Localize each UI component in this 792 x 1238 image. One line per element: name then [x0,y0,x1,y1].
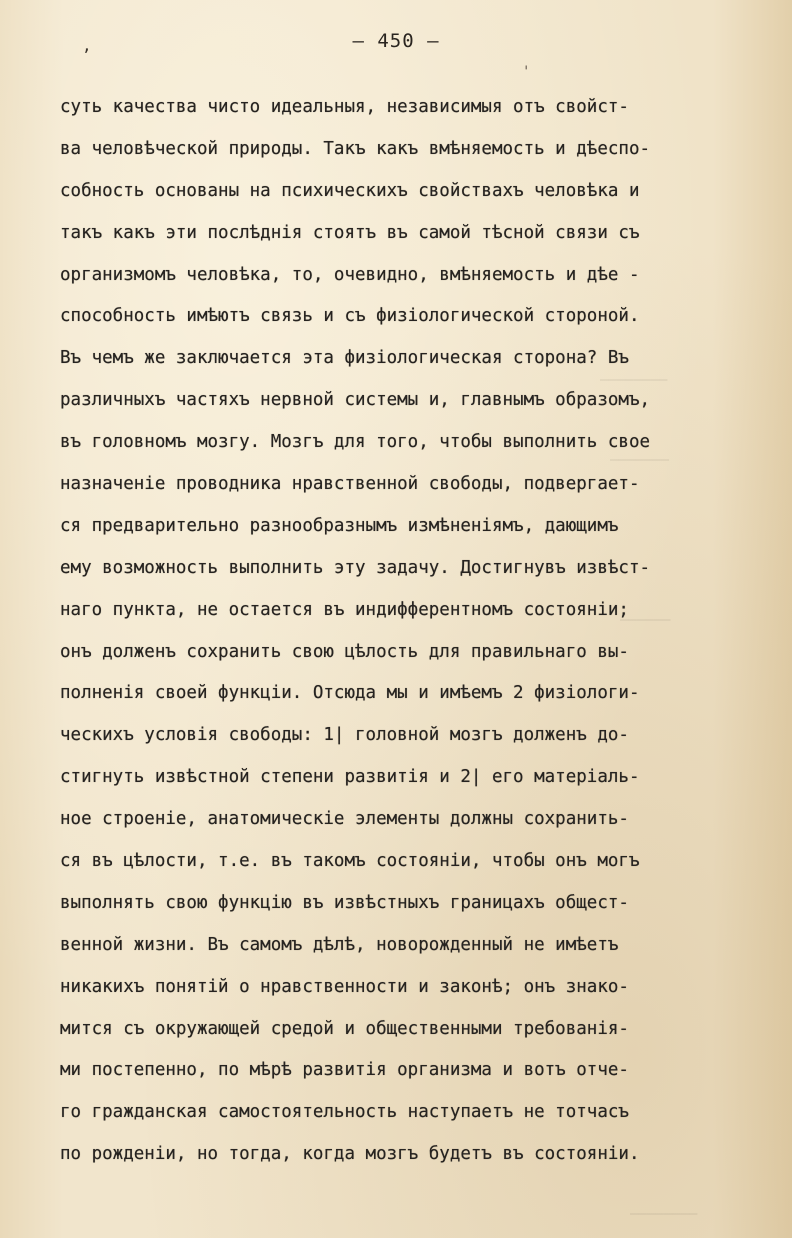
body-text [60,92,772,1181]
text-line: ческихъ условiя свободы: 1| головной мозгъ долженъ до- [60,725,629,746]
bleed-through-texture: ———————— [630,1206,698,1222]
text-line: венной жизни. Въ самомъ дѣлѣ, новорожденный не имѣетъ [60,934,619,955]
text-line: онъ долженъ сохранить свою цѣлость для правильнаго вы- [60,641,629,662]
text-line: выполнять свою функцiю въ извѣстныхъ границахъ общест- [60,892,629,913]
text-line: суть качества чисто идеальныя, независимыя отъ свойст- [60,97,629,117]
text-line: такъ какъ эти послѣднія стоятъ въ самой тѣсной связи съ [60,222,640,243]
stray-ink-mark: , [82,36,92,55]
text-line: стигнуть извѣстной степени развитiя и 2| его матерiаль- [60,767,640,788]
text-line: ся въ цѣлости, т.е. въ такомъ состоянiи, чтобы онъ могъ [60,851,640,872]
text-line: организмомъ человѣка, то, очевидно, вмѣняемость и дѣе - [60,264,640,285]
bleed-through-texture: ——————— [610,452,670,468]
text-line: собность основаны на психическихъ свойствахъ человѣка и [60,180,640,201]
text-line: наго пункта, не остается въ индифферентномъ состоянiи; [60,599,629,620]
text-line: ное строенiе, анатомическiе элементы должны сохранить- [60,809,629,830]
bleed-through-texture: —————— [620,612,671,628]
text-line: Въ чемъ же заключается эта физiологическая сторона? Въ [60,348,629,369]
text-line: ми постепенно, по мѣрѣ развитiя организма и вотъ отче- [60,1060,629,1081]
text-line: способность имѣютъ связь и съ физiологической стороной. [60,306,640,327]
text-line: по рожденiи, но тогда, когда мозгъ будетъ въ состоянiи. [60,1144,640,1165]
text-line: никакихъ понятiй о нравственности и законѣ; онъ знако- [60,976,629,997]
text-line: различныхъ частяхъ нервной системы и, главнымъ образомъ, [60,390,651,411]
text-line: полненiя своей функцiи. Отсюда мы и имѣемъ 2 физiологи- [60,683,640,704]
text-line: мится съ окружающей средой и общественными требованiя- [60,1018,629,1039]
text-line: въ головномъ мозгу. Мозгъ для того, чтобы выполнить свое [60,432,651,453]
page-number: – 450 – [352,30,440,52]
text-line: ся предварительно разнообразнымъ измѣненiямъ, дающимъ [60,515,619,536]
text-line: ему возможность выполнить эту задачу. Достигнувъ извѣст- [60,557,651,578]
text-line: ва человѣческой природы. Такъ какъ вмѣняемость и дѣеспо- [60,138,651,159]
text-line: назначенiе проводника нравственной свободы, подвергает- [60,474,640,495]
stray-ink-mark: ' [522,64,531,80]
bleed-through-texture: ———————— [600,372,668,388]
text-line: го гражданская самостоятельность наступаетъ не тотчасъ [60,1102,629,1123]
